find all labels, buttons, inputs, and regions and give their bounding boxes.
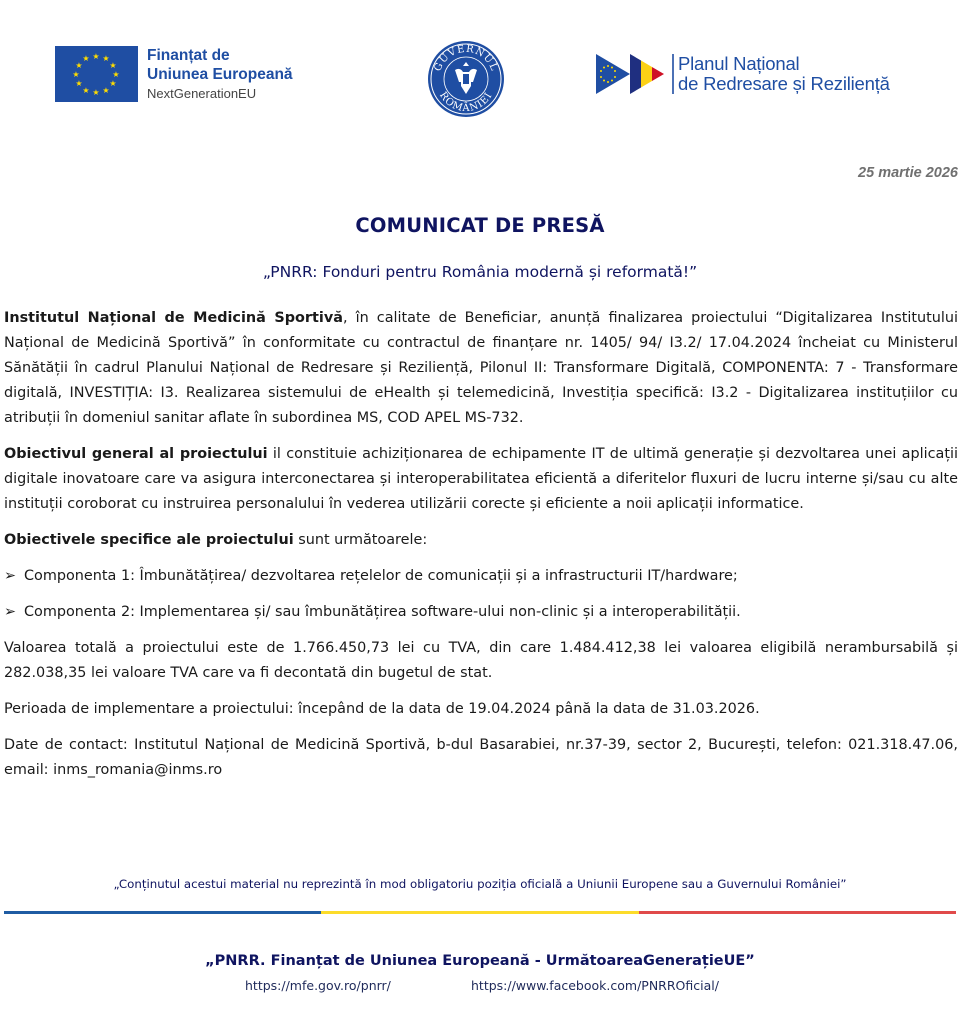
- pnrr-logo-line2: de Redresare și Reziliență: [678, 73, 890, 94]
- romanian-government-seal-icon: [427, 40, 505, 118]
- eu-logo-line2: Uniunea Europeană: [147, 66, 293, 83]
- arrow-bullet-icon: ➢: [4, 568, 17, 584]
- general-objective-label: Obiectivul general al proiectului: [4, 446, 268, 462]
- svg-text:GUVERNUL: GUVERNUL: [432, 43, 500, 74]
- paragraph-general-objective: Obiectivul general al proiectului il constituie achiziționarea de echipamente IT de ultimă generație și dezvoltarea unei aplicații digitale inovatoare care va asigura interconectarea și interoperabilitatea eficientă a diferitelor fluxuri de lucru interne și/sau cu alte instituții coroborat cu instruirea personalului în vederea utilizării corecte și eficiente a noii aplicații informatice.: [4, 446, 958, 512]
- disclaimer: „Conținutul acestui material nu reprezintă în mod obligatoriu poziția oficială a Uniunii Europene sau a Guvernului României”: [113, 877, 847, 891]
- link-facebook-pnrr[interactable]: https://www.facebook.com/PNRROficial/: [471, 978, 719, 993]
- press-release-body: [4, 306, 958, 794]
- link-mfe-pnrr[interactable]: https://mfe.gov.ro/pnrr/: [245, 978, 391, 993]
- list-item: ➢ Componenta 1: Îmbunătățirea/ dezvoltarea rețelelor de comunicații și a infrastructurii IT/hardware;: [4, 564, 958, 589]
- page-title: COMUNICAT DE PRESĂ: [355, 214, 605, 237]
- paragraph-implementation-period: Perioada de implementare a proiectului: începând de la data de 19.04.2024 până la data de 31.03.2026.: [4, 701, 760, 717]
- press-release-date: 25 martie 2026: [858, 165, 958, 181]
- paragraph-specific-objectives: Obiectivele specifice ale proiectului sunt următoarele:: [4, 532, 428, 548]
- pnrr-flags-icon: [596, 54, 668, 94]
- arrow-bullet-icon: ➢: [4, 604, 17, 620]
- paragraph-contact: Date de contact: Institutul Național de Medicină Sportivă, b-dul Basarabiei, nr.37-39, sector 2, București, telefon: 021.318.47.06, email: inms_romania@inms.ro: [4, 737, 958, 778]
- paragraph-project-value: Valoarea totală a proiectului este de 1.766.450,73 lei cu TVA, din care 1.484.412,38 lei valoarea eligibilă nerambursabilă și 282.038,35 lei valoare TVA care va fi decontată din bugetul de stat.: [4, 640, 958, 681]
- eu-logo-line1: Finanțat de: [147, 47, 230, 64]
- divider-blue: [4, 911, 321, 914]
- list-item: ➢ Componenta 2: Implementarea și/ sau îmbunătățirea software-ului non-clinic și a interoperabilității.: [4, 600, 958, 625]
- pnrr-logo: [596, 54, 890, 94]
- pnrr-divider: [672, 54, 674, 94]
- footer-title: „PNRR. Finanțat de Uniunea Europeană - UrmătoareaGenerațieUE”: [205, 953, 755, 969]
- page-subtitle: „PNRR: Fonduri pentru România modernă și reformată!”: [262, 263, 698, 281]
- eu-funding-logo: [55, 46, 293, 103]
- eu-flag-icon: ★ ★ ★ ★ ★ ★ ★ ★ ★ ★ ★ ★: [55, 46, 138, 102]
- svg-text:ROMÂNIEI: ROMÂNIEI: [437, 90, 495, 115]
- specific-objectives-label: Obiectivele specifice ale proiectului: [4, 532, 294, 548]
- tricolor-divider: [4, 911, 956, 914]
- divider-red: [639, 911, 956, 914]
- beneficiary-name: Institutul Național de Medicină Sportivă: [4, 310, 343, 326]
- eu-logo-line3: NextGenerationEU: [147, 86, 257, 101]
- pnrr-logo-line1: Planul Național: [678, 53, 800, 74]
- paragraph-intro: Institutul Național de Medicină Sportivă, în calitate de Beneficiar, anunță finalizarea proiectului “Digitalizarea Institutului Național de Medicină Sportivă” în conformitate cu contractul de finanțare nr. 1405/ 94/ I3.2/ 17.04.2024 încheiat cu Ministerul Sănătății în cadrul Planului Național de Redresare și Reziliență, Pilonul II: Transformare Digitală, COMPONENTA: 7 - Transformare digitală, INVESTIȚIA: I3. Realizarea sistemului de eHealth și telemedicină, Investiția specifică: I3.2 - Digitalizarea instituțiilor cu atribuții în domeniul sanitar aflate în subordinea MS, COD APEL MS-732.: [4, 310, 958, 426]
- divider-yellow: [321, 911, 638, 914]
